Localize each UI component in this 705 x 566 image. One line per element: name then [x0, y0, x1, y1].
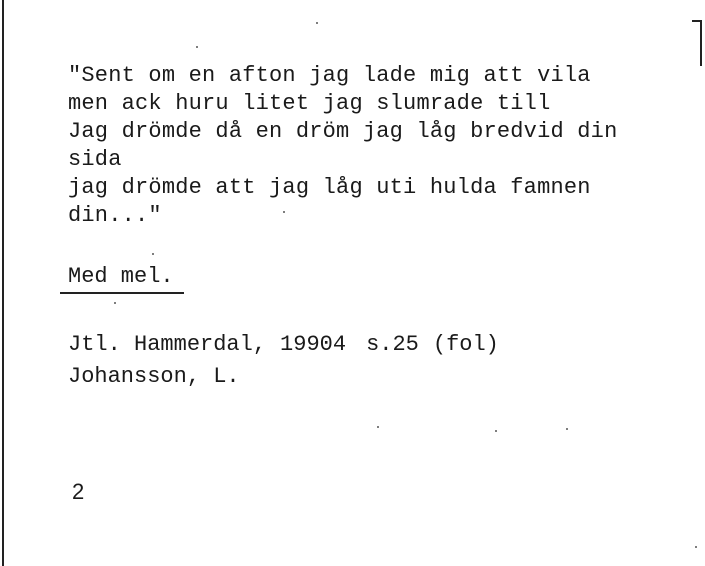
- scan-speck: [695, 546, 697, 548]
- verse-line: din...": [68, 203, 162, 228]
- song-verse: [68, 62, 618, 230]
- page-number: 2: [72, 479, 85, 504]
- scan-speck: [316, 22, 318, 24]
- source-record-number: 19904: [280, 332, 347, 357]
- verse-line: men ack huru litet jag slumrade till: [68, 91, 551, 116]
- scan-speck: [566, 428, 568, 430]
- card-corner-mark: [700, 22, 702, 66]
- melody-underline: [60, 292, 184, 294]
- card-left-edge: [2, 0, 4, 566]
- verse-line: "Sent om en afton jag lade mig att vila: [68, 63, 591, 88]
- source-page: s.25: [366, 332, 419, 357]
- scan-speck: [495, 430, 497, 432]
- scan-speck: [196, 46, 198, 48]
- source-reference: [68, 330, 513, 360]
- verse-line: jag drömde att jag låg uti hulda famnen: [68, 175, 591, 200]
- collector-name: Johansson, L.: [68, 364, 240, 389]
- melody-note: Med mel.: [68, 264, 174, 289]
- scan-speck: [114, 302, 116, 304]
- scan-speck: [152, 253, 154, 255]
- source-location: Jtl. Hammerdal,: [68, 332, 267, 357]
- scan-speck: [283, 211, 285, 213]
- verse-line: sida: [68, 147, 122, 172]
- source-format: (fol): [432, 332, 499, 357]
- scan-speck: [377, 426, 379, 428]
- verse-line: Jag drömde då en dröm jag låg bredvid din: [68, 119, 618, 144]
